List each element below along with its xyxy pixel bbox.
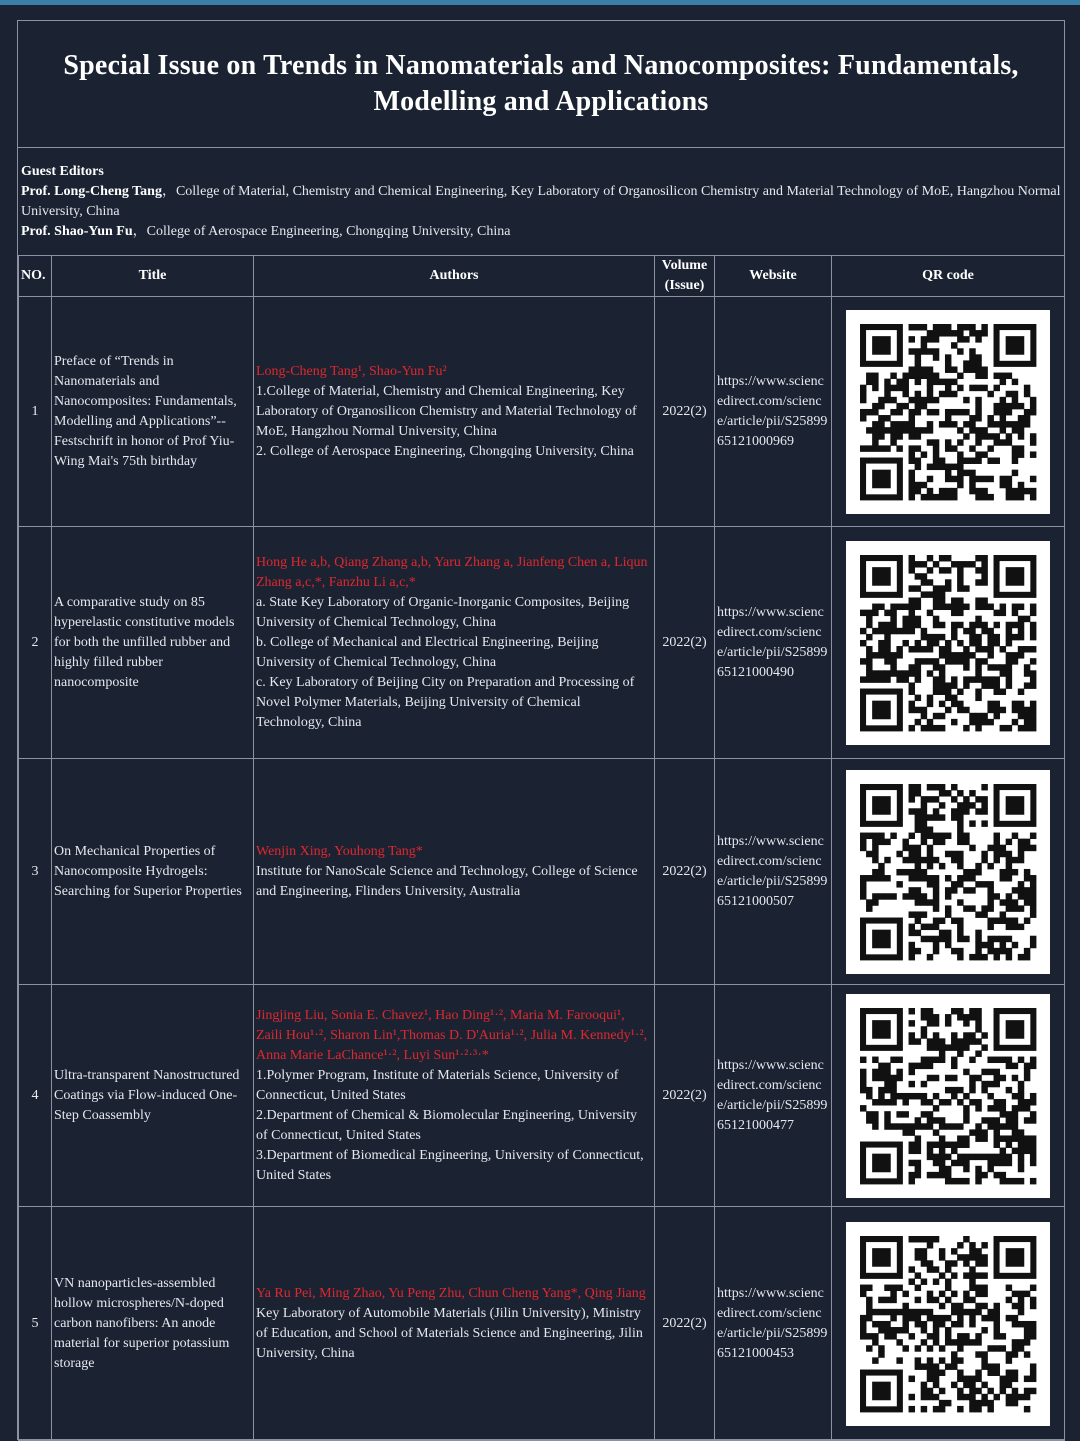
- qr-code-icon: [846, 994, 1050, 1198]
- qr-code-icon: [846, 1222, 1050, 1426]
- authors-cell: [254, 985, 655, 1207]
- row-number: 4: [19, 985, 52, 1207]
- author-names: Ya Ru Pei, Ming Zhao, Yu Peng Zhu, Chun Cheng Yang*, Qing Jiang: [256, 1285, 646, 1301]
- author-names: Wenjin Xing, Youhong Tang*: [256, 843, 423, 859]
- article-title: A comparative study on 85 hyperelastic constitutive models for both the unfilled rubber and highly filled rubber nanocomposite: [52, 527, 254, 759]
- author-affiliation: a. State Key Laboratory of Organic-Inorganic Composites, Beijing University of Chemical Technology, China b. College of Mechanical and Electrical Engineering, Beijing University of Chemical Technology, China c. Key Laboratory of Beijing City on Preparation and Processing of Novel Polymer Materials, Beijing University of Chemical Technology, China: [256, 594, 635, 730]
- website-link[interactable]: https://www.sciencedirect.com/science/article/pii/S2589965121000490: [715, 527, 832, 759]
- author-affiliation: Institute for NanoScale Science and Technology, College of Science and Engineering, Flinders University, Australia: [256, 863, 638, 899]
- volume-issue: 2022(2): [655, 527, 715, 759]
- row-number: 5: [19, 1207, 52, 1441]
- articles-table: [18, 255, 1065, 1441]
- header-qr: QR code: [832, 256, 1065, 297]
- website-link[interactable]: https://www.sciencedirect.com/science/article/pii/S2589965121000453: [715, 1207, 832, 1441]
- title-box: [18, 21, 1064, 148]
- table-row: [19, 297, 1065, 527]
- qr-cell: [832, 527, 1065, 759]
- row-number: 3: [19, 759, 52, 985]
- author-names: Long-Cheng Tang¹, Shao-Yun Fu²: [256, 363, 447, 379]
- qr-cell: [832, 759, 1065, 985]
- page-title: Special Issue on Trends in Nanomaterials and Nanocomposites: Fundamentals, Modelling and Applications: [63, 50, 1019, 117]
- header-no: NO.: [19, 256, 52, 297]
- author-affiliation: Key Laboratory of Automobile Materials (Jilin University), Ministry of Education, and School of Materials Science and Engineering, Jilin University, China: [256, 1305, 643, 1361]
- article-title: Preface of “Trends in Nanomaterials and Nanocomposites: Fundamentals, Modelling and Applications”-- Festschrift in honor of Prof Yiu-Wing Mai's 75th birthday: [52, 297, 254, 527]
- website-link[interactable]: https://www.sciencedirect.com/science/article/pii/S2589965121000507: [715, 759, 832, 985]
- table-row: [19, 985, 1065, 1207]
- article-title: VN nanoparticles-assembled hollow microspheres/N-doped carbon nanofibers: An anode material for superior potassium storage: [52, 1207, 254, 1441]
- qr-cell: [832, 1207, 1065, 1441]
- header-volume: Volume (Issue): [655, 256, 715, 297]
- qr-cell: [832, 985, 1065, 1207]
- qr-cell: [832, 297, 1065, 527]
- header-authors: Authors: [254, 256, 655, 297]
- website-link[interactable]: https://www.sciencedirect.com/science/article/pii/S2589965121000969: [715, 297, 832, 527]
- website-link[interactable]: https://www.sciencedirect.com/science/article/pii/S2589965121000477: [715, 985, 832, 1207]
- volume-issue: 2022(2): [655, 985, 715, 1207]
- authors-cell: [254, 297, 655, 527]
- header-website: Website: [715, 256, 832, 297]
- volume-issue: 2022(2): [655, 1207, 715, 1441]
- author-names: Hong He a,b, Qiang Zhang a,b, Yaru Zhang a, Jianfeng Chen a, Liqun Zhang a,c,*, Fanzhu Li a,c,*: [256, 554, 648, 590]
- qr-code-icon: [846, 310, 1050, 514]
- authors-cell: [254, 759, 655, 985]
- qr-code-icon: [846, 770, 1050, 974]
- editor-2: Prof. Shao-Yun Fu，College of Aerospace Engineering, Chongqing University, China: [21, 224, 511, 239]
- table-header-row: [19, 256, 1065, 297]
- row-number: 2: [19, 527, 52, 759]
- header-title: Title: [52, 256, 254, 297]
- volume-issue: 2022(2): [655, 759, 715, 985]
- authors-cell: [254, 527, 655, 759]
- article-title: Ultra-transparent Nanostructured Coatings via Flow-induced One-Step Coassembly: [52, 985, 254, 1207]
- editors-heading: Guest Editors: [21, 164, 104, 179]
- author-affiliation: 1.College of Material, Chemistry and Chemical Engineering, Key Laboratory of Organosilicon Chemistry and Material Technology of MoE, Hangzhou Normal University, China 2. College of Aerospace Engineering, Chongqing University, China: [256, 383, 637, 459]
- author-names: Jingjing Liu, Sonia E. Chavez¹, Hao Ding¹·², Maria M. Farooqui¹, Zaili Hou¹·², Sharon Lin¹,Thomas D. D'Auria¹·², Julia M. Kennedy¹·², Anna Marie LaChance¹·², Luyi Sun¹·²·³·*: [256, 1007, 648, 1063]
- table-row: [19, 1207, 1065, 1441]
- article-title: On Mechanical Properties of Nanocomposite Hydrogels: Searching for Superior Properties: [52, 759, 254, 985]
- document-frame: [17, 20, 1065, 1440]
- author-affiliation: 1.Polymer Program, Institute of Materials Science, University of Connecticut, United States 2.Department of Chemical & Biomolecular Engineering, University of Connecticut, United States 3.Department of Biomedical Engineering, University of Connecticut, United States: [256, 1067, 644, 1183]
- row-number: 1: [19, 297, 52, 527]
- authors-cell: [254, 1207, 655, 1441]
- top-accent-bar: [0, 0, 1080, 5]
- guest-editors: [21, 162, 1061, 242]
- table-row: [19, 527, 1065, 759]
- volume-issue: 2022(2): [655, 297, 715, 527]
- qr-code-icon: [846, 541, 1050, 745]
- table-row: [19, 759, 1065, 985]
- editor-1: Prof. Long-Cheng Tang，College of Material, Chemistry and Chemical Engineering, Key Laboratory of Organosilicon Chemistry and Material Technology of MoE, Hangzhou Normal University, China: [21, 184, 1061, 219]
